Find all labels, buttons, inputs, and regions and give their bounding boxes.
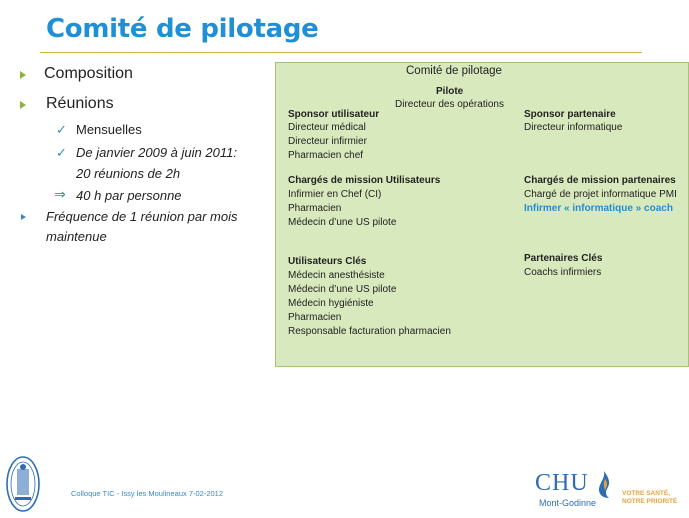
sponsor-utilisateur-item: Directeur infirmier <box>288 136 367 147</box>
sponsor-utilisateur-item: Pharmacien chef <box>288 150 364 161</box>
slide-title: Comité de pilotage <box>46 14 319 44</box>
utilisateurs-cles-heading: Utilisateurs Clés <box>288 256 367 267</box>
utilisateurs-cles-item: Médecin hygiéniste <box>288 298 374 309</box>
charges-partenaires-item-highlight: Infirmer « informatique » coach <box>524 203 673 214</box>
sub-bullet-periode-line1: De janvier 2009 à juin 2011: <box>76 145 237 160</box>
checkmark-icon: ✓ <box>56 145 67 160</box>
sub-bullet-mensuelles: Mensuelles <box>76 122 142 137</box>
charges-utilisateurs-item: Pharmacien <box>288 203 342 214</box>
charges-utilisateurs-item: Médecin d’une US pilote <box>288 217 397 228</box>
sponsor-partenaire-item: Directeur informatique <box>524 122 623 133</box>
chu-site: Mont-Godinne <box>539 498 597 508</box>
charges-partenaires-item: Chargé de projet informatique PMI <box>524 189 677 200</box>
university-seal-logo <box>5 455 41 518</box>
committee-box <box>275 62 689 367</box>
sub-bullet-heures: 40 h par personne <box>76 188 182 203</box>
chu-brand: CHU <box>535 470 589 496</box>
pilote-item: Directeur des opérations <box>395 99 504 110</box>
utilisateurs-cles-item: Médecin d’une US pilote <box>288 284 397 295</box>
charges-partenaires-heading: Chargés de mission partenaires <box>524 175 676 186</box>
sponsor-partenaire-heading: Sponsor partenaire <box>524 109 616 120</box>
title-divider <box>40 52 642 53</box>
flame-icon <box>595 470 613 500</box>
charges-utilisateurs-item: Infirmier en Chef (CI) <box>288 189 382 200</box>
sponsor-utilisateur-heading: Sponsor utilisateur <box>288 109 380 120</box>
bullet-frequence-line2: maintenue <box>46 229 107 244</box>
sub-bullet-periode-line2: 20 réunions de 2h <box>76 166 181 181</box>
utilisateurs-cles-item: Responsable facturation pharmacien <box>288 326 451 337</box>
partenaires-cles-heading: Partenaires Clés <box>524 253 603 264</box>
sponsor-utilisateur-item: Directeur médical <box>288 122 366 133</box>
utilisateurs-cles-item: Médecin anesthésiste <box>288 270 385 281</box>
slogan <box>622 490 677 506</box>
checkmark-icon: ✓ <box>56 122 67 137</box>
bullet-composition: Composition <box>44 65 133 82</box>
slogan-line2: NOTRE PRIORITÉ <box>622 498 678 505</box>
utilisateurs-cles-item: Pharmacien <box>288 312 342 323</box>
partenaires-cles-item: Coachs infirmiers <box>524 267 602 278</box>
bullet-arrow-icon <box>20 71 26 79</box>
double-arrow-icon: ⇒ <box>54 186 66 202</box>
bullet-arrow-icon <box>21 214 26 220</box>
bullet-reunions: Réunions <box>46 95 114 112</box>
footer-caption: Colloque TIC - Issy les Moulineaux 7-02-2012 <box>71 489 224 498</box>
bullet-arrow-icon <box>20 101 26 109</box>
slogan-line1: VOTRE SANTÉ, <box>622 490 671 497</box>
bullet-frequence-line1: Fréquence de 1 réunion par mois <box>46 209 238 224</box>
pilote-heading: Pilote <box>436 86 464 97</box>
box-title: Comité de pilotage <box>406 65 502 77</box>
charges-utilisateurs-heading: Chargés de mission Utilisateurs <box>288 175 441 186</box>
